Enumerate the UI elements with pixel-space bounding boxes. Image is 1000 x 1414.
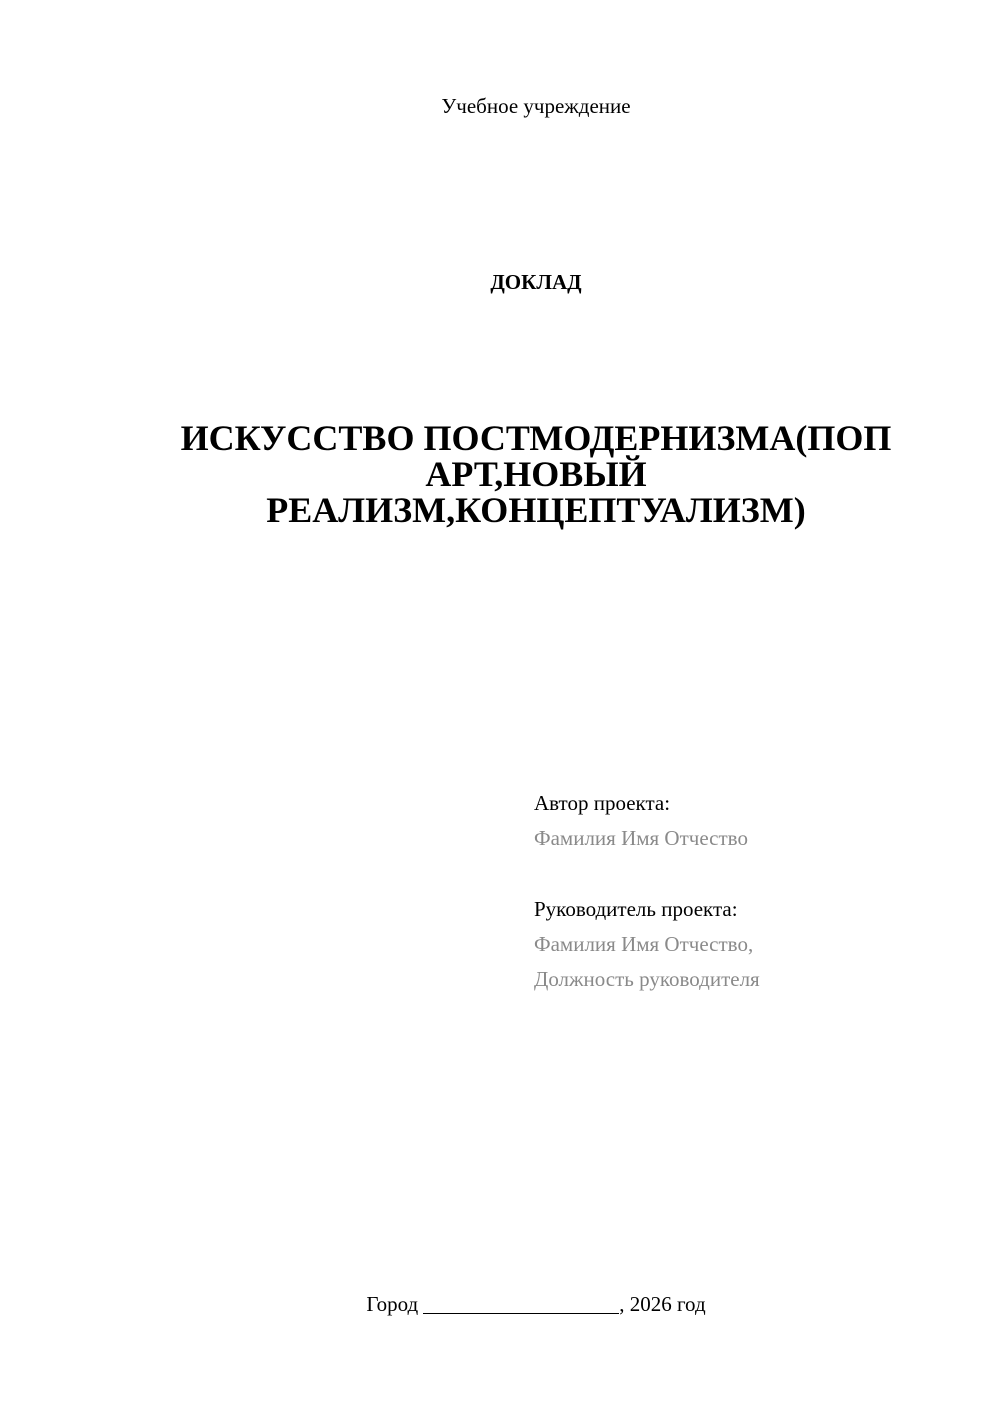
supervisor-label: Руководитель проекта: [534,897,738,921]
report-title [150,420,922,528]
report-title-line: АРТ,НОВЫЙ [425,454,647,494]
report-title-line: РЕАЛИЗМ,КОНЦЕПТУАЛИЗМ) [266,490,806,530]
report-title-line: ИСКУССТВО ПОСТМОДЕРНИЗМА(ПОП [180,418,892,458]
year-text: , 2026 год [619,1292,706,1316]
document-type: ДОКЛАД [490,270,582,294]
city-year-line [0,1290,1000,1318]
institution-name: Учебное учреждение [441,94,631,118]
city-blank-line [423,1293,619,1314]
city-label: Город [366,1292,419,1316]
supervisor-name: Фамилия Имя Отчество, [534,932,754,956]
supervisor-block [534,892,974,997]
supervisor-position: Должность руководителя [534,967,760,991]
author-name: Фамилия Имя Отчество [534,826,748,850]
author-block [534,786,974,856]
author-label: Автор проекта: [534,791,671,815]
